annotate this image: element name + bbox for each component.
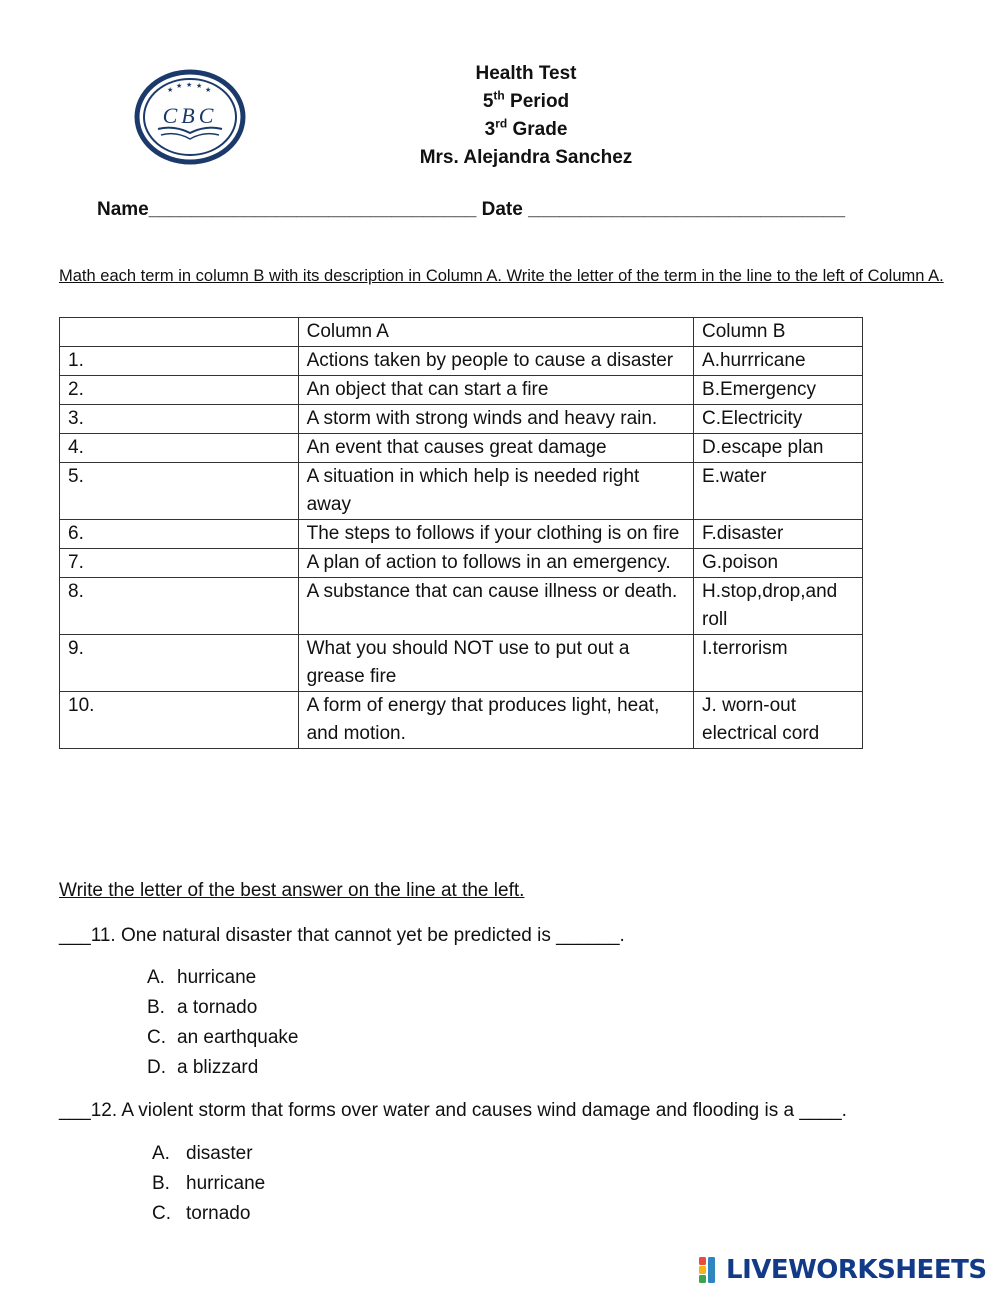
- test-title: Health Test: [475, 63, 577, 84]
- table-row: [60, 434, 863, 463]
- column-b-cell: C.Electricity: [694, 405, 863, 434]
- section2-heading: Write the letter of the best answer on the line at the left.: [59, 880, 525, 901]
- answer-cell[interactable]: 8.: [60, 578, 299, 635]
- logo-text: CBC: [162, 103, 218, 128]
- table-row: [60, 520, 863, 549]
- answer-cell[interactable]: 6.: [60, 520, 299, 549]
- teacher-name: Mrs. Alejandra Sanchez: [419, 147, 633, 168]
- table-row: [60, 347, 863, 376]
- test-header: [350, 60, 702, 172]
- option: A. hurricane: [147, 967, 257, 988]
- table-row: [60, 463, 863, 520]
- table-row: [60, 578, 863, 635]
- liveworksheets-brand: [698, 1255, 987, 1285]
- column-a-cell: A storm with strong winds and heavy rain.: [298, 405, 693, 434]
- option: C. an earthquake: [147, 1027, 299, 1048]
- option: A. disaster: [152, 1143, 253, 1164]
- brand-text: LIVEWORKSHEETS: [726, 1255, 987, 1285]
- answer-cell[interactable]: 5.: [60, 463, 299, 520]
- column-b-cell: B.Emergency: [694, 376, 863, 405]
- matching-instructions: Math each term in column B with its description in Column A. Write the letter of the term in the line to the left of Column A.: [59, 267, 944, 285]
- column-a-cell: An object that can start a fire: [298, 376, 693, 405]
- header-cell: Column B: [694, 318, 863, 347]
- column-b-cell: E.water: [694, 463, 863, 520]
- column-a-cell: A substance that can cause illness or death.: [298, 578, 693, 635]
- column-a-cell: The steps to follows if your clothing is on fire: [298, 520, 693, 549]
- answer-cell[interactable]: 7.: [60, 549, 299, 578]
- period-line: 5th Period: [482, 88, 570, 112]
- answer-cell[interactable]: 9.: [60, 635, 299, 692]
- table-row: [60, 549, 863, 578]
- column-a-cell: A situation in which help is needed right away: [298, 463, 693, 520]
- answer-cell[interactable]: 4.: [60, 434, 299, 463]
- column-a-cell: Actions taken by people to cause a disaster: [298, 347, 693, 376]
- svg-text:★: ★: [205, 86, 212, 94]
- answer-cell[interactable]: 1.: [60, 347, 299, 376]
- table-row: [60, 405, 863, 434]
- table-row: [60, 635, 863, 692]
- column-a-cell: What you should NOT use to put out a grease fire: [298, 635, 693, 692]
- answer-cell[interactable]: 10.: [60, 692, 299, 749]
- svg-text:★: ★: [176, 82, 183, 90]
- column-a-cell: A form of energy that produces light, heat, and motion.: [298, 692, 693, 749]
- answer-cell[interactable]: 3.: [60, 405, 299, 434]
- question-12[interactable]: ___12. A violent storm that forms over water and causes wind damage and flooding is a ____.: [59, 1100, 847, 1121]
- grade-line: 3rd Grade: [484, 116, 568, 140]
- column-b-cell: I.terrorism: [694, 635, 863, 692]
- column-b-cell: A.hurrricane: [694, 347, 863, 376]
- column-b-cell: H.stop,drop,and roll: [694, 578, 863, 635]
- question-11-options: [147, 963, 299, 1083]
- column-b-cell: J. worn-out electrical cord: [694, 692, 863, 749]
- column-b-cell: G.poison: [694, 549, 863, 578]
- liveworksheets-logo-icon: [698, 1256, 724, 1284]
- table-row: [60, 692, 863, 749]
- option: B. hurricane: [152, 1173, 266, 1194]
- name-date-line[interactable]: Name_______________________________ Date ______________________________: [97, 199, 846, 220]
- question-11[interactable]: ___11. One natural disaster that cannot yet be predicted is ______.: [59, 925, 625, 946]
- table-row: [60, 376, 863, 405]
- svg-text:★: ★: [196, 82, 203, 90]
- svg-text:★: ★: [186, 81, 193, 89]
- table-header-row: [60, 318, 863, 347]
- school-logo: [134, 69, 246, 165]
- option: D. a blizzard: [147, 1057, 259, 1078]
- svg-text:★: ★: [167, 86, 174, 94]
- column-a-cell: An event that causes great damage: [298, 434, 693, 463]
- column-a-cell: A plan of action to follows in an emergency.: [298, 549, 693, 578]
- question-12-options: [152, 1139, 265, 1229]
- header-cell: [60, 318, 299, 347]
- matching-table: [59, 317, 863, 749]
- header-cell: Column A: [298, 318, 693, 347]
- answer-cell[interactable]: 2.: [60, 376, 299, 405]
- option: B. a tornado: [147, 997, 258, 1018]
- column-b-cell: D.escape plan: [694, 434, 863, 463]
- column-b-cell: F.disaster: [694, 520, 863, 549]
- option: C. tornado: [152, 1203, 251, 1224]
